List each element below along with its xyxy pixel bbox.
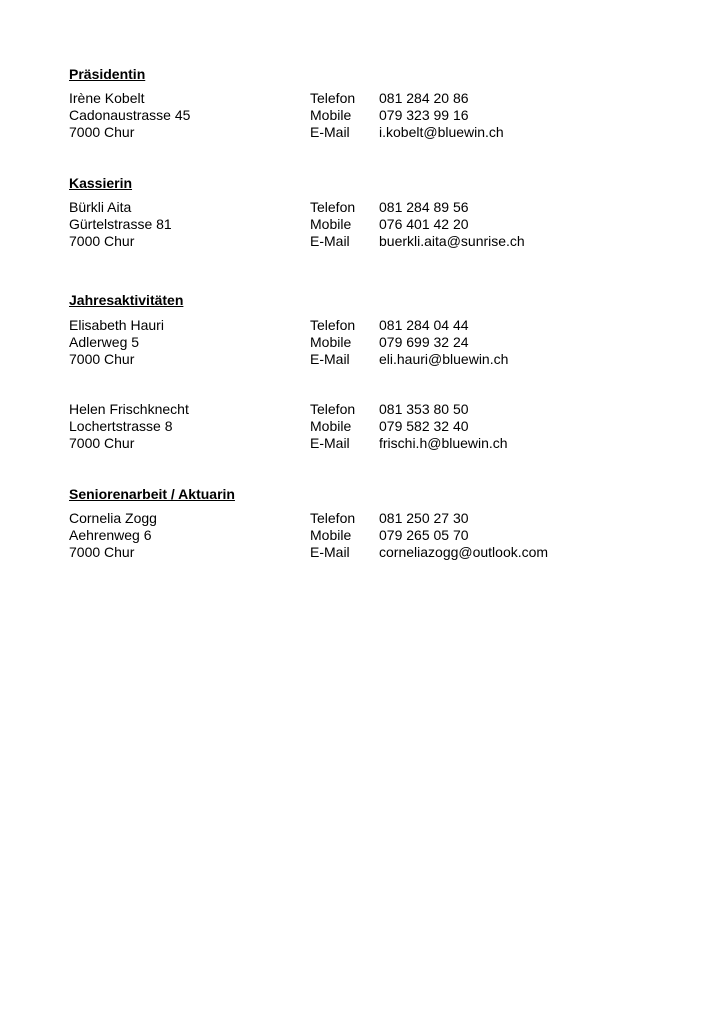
contact-name: Bürkli Aita [69,199,132,215]
contact-city: 7000 Chur [69,544,135,560]
mobile-number: 076 401 42 20 [379,216,469,232]
mobile-label: Mobile [310,107,352,123]
contact-street: Lochertstrasse 8 [69,418,173,434]
section-heading-kassierin: Kassierin [69,175,133,191]
contact-city: 7000 Chur [69,351,135,367]
email-label: E-Mail [310,124,350,140]
telefon-number: 081 284 89 56 [379,199,469,215]
telefon-number: 081 250 27 30 [379,510,469,526]
telefon-number: 081 284 04 44 [379,317,469,333]
contact-street: Adlerweg 5 [69,334,140,350]
contact-name: Cornelia Zogg [69,510,157,526]
email-address: eli.hauri@bluewin.ch [379,351,509,367]
mobile-number: 079 265 05 70 [379,527,469,543]
contact-city: 7000 Chur [69,233,135,249]
section-heading-praesidentin: Präsidentin [69,66,146,82]
telefon-label: Telefon [310,510,356,526]
mobile-number: 079 582 32 40 [379,418,469,434]
email-label: E-Mail [310,544,350,560]
mobile-label: Mobile [310,527,352,543]
section-heading-jahresaktivitaeten: Jahresaktivitäten [69,292,184,308]
contact-city: 7000 Chur [69,435,135,451]
email-label: E-Mail [310,435,350,451]
telefon-label: Telefon [310,199,356,215]
contact-street: Cadonaustrasse 45 [69,107,191,123]
mobile-number: 079 323 99 16 [379,107,469,123]
mobile-number: 079 699 32 24 [379,334,469,350]
telefon-number: 081 284 20 86 [379,90,469,106]
email-address: i.kobelt@bluewin.ch [379,124,504,140]
mobile-label: Mobile [310,334,352,350]
contact-name: Elisabeth Hauri [69,317,164,333]
telefon-label: Telefon [310,90,356,106]
contact-street: Gürtelstrasse 81 [69,216,172,232]
telefon-number: 081 353 80 50 [379,401,469,417]
contact-city: 7000 Chur [69,124,135,140]
telefon-label: Telefon [310,401,356,417]
email-address: frischi.h@bluewin.ch [379,435,508,451]
email-label: E-Mail [310,351,350,367]
section-heading-seniorenarbeit: Seniorenarbeit / Aktuarin [69,486,235,502]
email-address: buerkli.aita@sunrise.ch [379,233,525,249]
mobile-label: Mobile [310,418,352,434]
telefon-label: Telefon [310,317,356,333]
contact-name: Irène Kobelt [69,90,145,106]
email-label: E-Mail [310,233,350,249]
email-address: corneliazogg@outlook.com [379,544,549,560]
contact-name: Helen Frischknecht [69,401,189,417]
contact-street: Aehrenweg 6 [69,527,152,543]
mobile-label: Mobile [310,216,352,232]
